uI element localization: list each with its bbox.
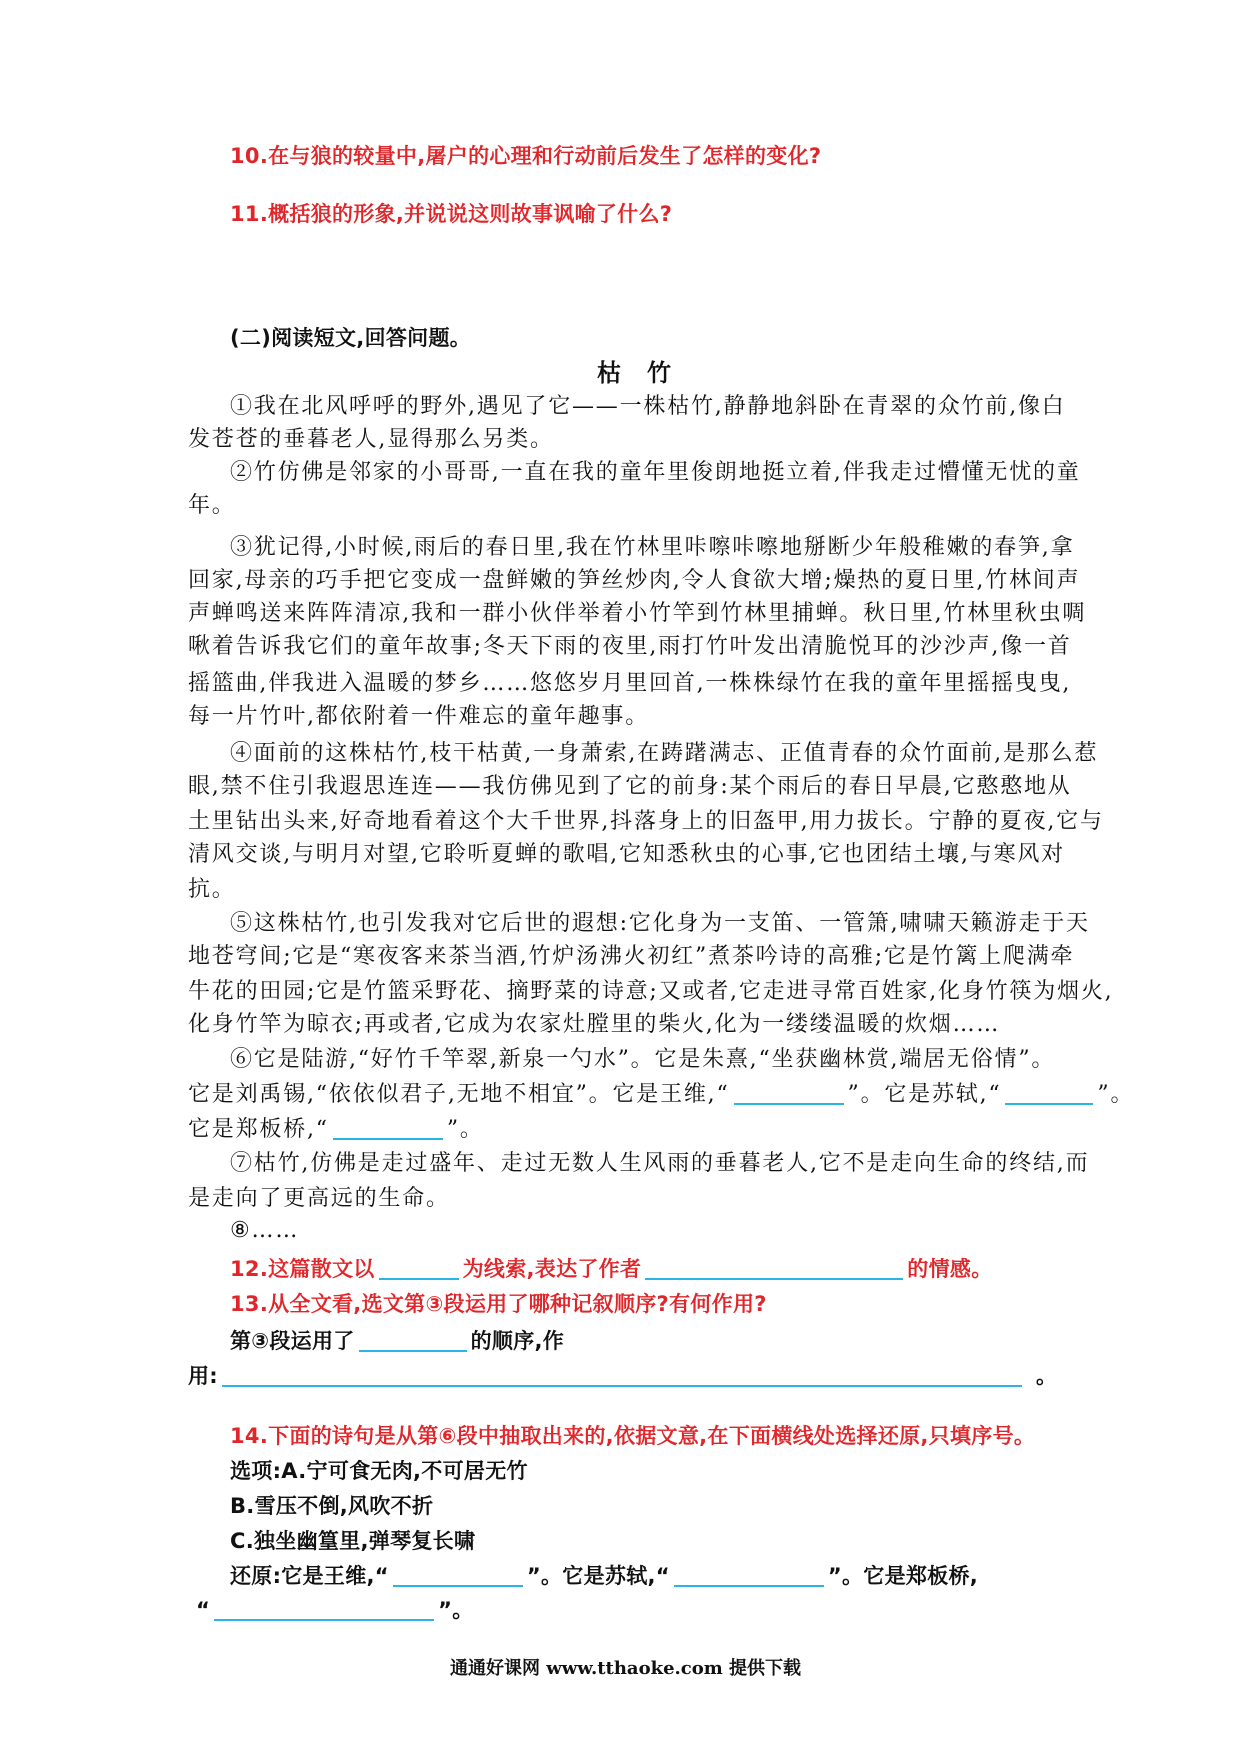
passage-line: 发苍苍的垂暮老人,显得那么另类。 [188,427,554,452]
su-shi-blank[interactable] [1005,1081,1093,1105]
option-a: 选项:A.宁可食无肉,不可居无竹 [230,1459,528,1483]
passage-line: ⑥它是陆游,“好竹千竿翠,新泉一勺水”。它是朱熹,“坐获幽林赏,端居无俗情”。 [230,1047,1056,1072]
zheng-banqiao-blank[interactable] [333,1116,443,1140]
restore-wang-wei-blank[interactable] [393,1563,523,1587]
footer-source: 通通好课网 www.tthaoke.com 提供下载 [450,1658,802,1679]
passage-line: 啾着告诉我它们的童年故事;冬天下雨的夜里,雨打竹叶发出清脆悦耳的沙沙声,像一首 [188,634,1072,659]
passage-line: 每一片竹叶,都依附着一件难忘的童年趣事。 [188,704,649,729]
passage-title: 枯竹 [597,359,697,387]
function-blank[interactable] [222,1363,1022,1387]
restore-line-2: “ ”。 [196,1598,474,1622]
passage-line: ②竹仿佛是邻家的小哥哥,一直在我的童年里俊朗地挺立着,伴我走过懵懂无忧的童 [230,460,1081,485]
question-14: 14.下面的诗句是从第⑥段中抽取出来的,依据文意,在下面横线处选择还原,只填序号。 [230,1424,1036,1448]
passage-line-with-blanks: 它是刘禹锡,“依依似君子,无地不相宜”。它是王维,“ ”。它是苏轼,“ ”。 [188,1082,1135,1107]
passage-line: 回家,母亲的巧手把它变成一盘鲜嫩的笋丝炒肉,令人食欲大增;燥热的夏日里,竹林间声 [188,568,1081,593]
question-10: 10.在与狼的较量中,屠户的心理和行动前后发生了怎样的变化? [230,144,822,168]
passage-line: ⑦枯竹,仿佛是走过盛年、走过无数人生风雨的垂暮老人,它不是走向生命的终结,而 [230,1151,1090,1176]
passage-line: 土里钻出头来,好奇地看着这个大千世界,抖落身上的旧盔甲,用力拔长。宁静的夏夜,它与 [188,809,1104,834]
passage-line: ⑤这株枯竹,也引发我对它后世的遐想:它化身为一支笛、一管箫,啸啸天籁游走于天 [230,911,1090,936]
passage-line: 抗。 [188,877,236,902]
passage-line: ④面前的这株枯竹,枝干枯黄,一身萧索,在踌躇满志、正值青春的众竹面前,是那么惹 [230,741,1099,766]
passage-line: 地苍穹间;它是“寒夜客来茶当酒,竹炉汤沸火初红”煮茶吟诗的高雅;它是竹篱上爬满牵 [188,944,1075,969]
restore-zheng-banqiao-blank[interactable] [214,1597,434,1621]
passage-line: ①我在北风呼呼的野外,遇见了它——一株枯竹,静静地斜卧在青翠的众竹前,像白 [230,394,1066,419]
clue-blank[interactable] [379,1256,459,1280]
passage-line: 是走向了更高远的生命。 [188,1186,450,1211]
option-c: C.独坐幽篁里,弹琴复长啸 [230,1529,476,1553]
passage-line: 牛花的田园;它是竹篮采野花、摘野菜的诗意;又或者,它走进寻常百姓家,化身竹筷为烟火, [188,979,1114,1004]
passage-line: ③犹记得,小时候,雨后的春日里,我在竹林里咔嚓咔嚓地掰断少年般稚嫩的春笋,拿 [230,535,1075,560]
passage-line: 声蝉鸣送来阵阵清凉,我和一群小伙伴举着小竹竿到竹林里捕蝉。秋日里,竹林里秋虫啁 [188,601,1087,626]
section-heading: (二)阅读短文,回答问题。 [230,326,472,350]
question-13-answer: 第③段运用了 的顺序,作 [230,1329,565,1353]
passage-line-with-blank: 它是郑板桥,“ ”。 [188,1117,484,1142]
narrative-order-blank[interactable] [359,1328,467,1352]
passage-line: 摇篮曲,伴我进入温暖的梦乡……悠悠岁月里回首,一株株绿竹在我的童年里摇摇曳曳, [188,671,1072,696]
passage-line: 眼,禁不住引我遐思连连——我仿佛见到了它的前身:某个雨后的春日早晨,它憨憨地从 [188,774,1072,799]
question-11: 11.概括狼的形象,并说说这则故事讽喻了什么? [230,202,673,226]
question-13: 13.从全文看,选文第③段运用了哪种记叙顺序?有何作用? [230,1292,767,1316]
wang-wei-blank[interactable] [734,1081,844,1105]
passage-line: 化身竹竿为晾衣;再或者,它成为农家灶膛里的柴火,化为一缕缕温暖的炊烟…… [188,1012,1001,1037]
emotion-blank[interactable] [645,1256,903,1280]
question-12: 12.这篇散文以 为线索,表达了作者 的情感。 [230,1257,993,1281]
passage-line: 清风交谈,与明月对望,它聆听夏蝉的歌唱,它知悉秋虫的心事,它也团结土壤,与寒风对 [188,842,1065,867]
restore-line: 还原:它是王维,“ ”。它是苏轼,“ ”。它是郑板桥, [230,1564,979,1588]
passage-line: ⑧…… [230,1218,300,1243]
question-13-function: 用: 。 [188,1364,1058,1388]
restore-su-shi-blank[interactable] [674,1563,824,1587]
option-b: B.雪压不倒,风吹不折 [230,1494,434,1518]
passage-line: 年。 [188,493,236,518]
